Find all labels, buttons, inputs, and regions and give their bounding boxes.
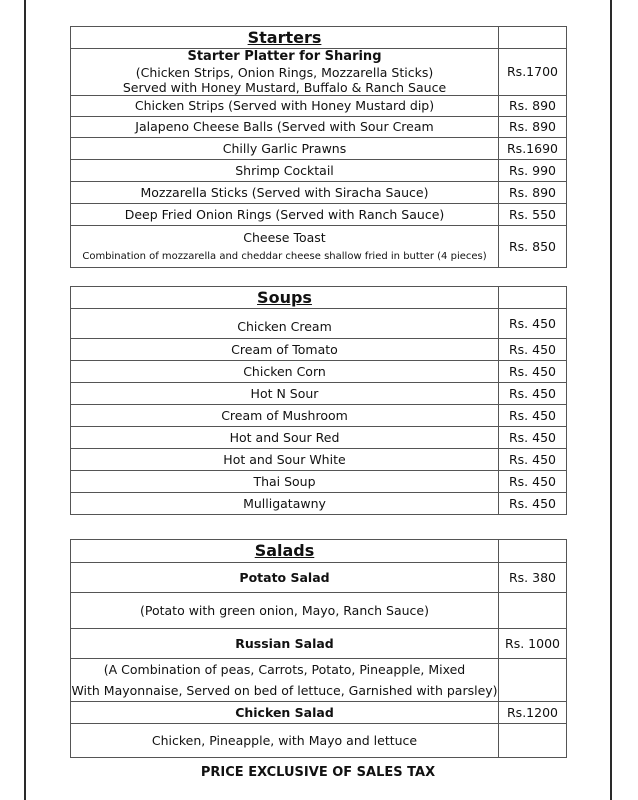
menu-row: [71, 493, 567, 515]
menu-row: [71, 225, 567, 267]
item-price: Rs. 380: [499, 563, 567, 593]
menu-row: [71, 137, 567, 159]
menu-row: [71, 563, 567, 593]
menu-row: [71, 593, 567, 629]
menu-row: [71, 702, 567, 724]
item-description: Combination of mozzarella and cheddar cheese shallow fried in butter (4 pieces): [82, 250, 487, 262]
menu-row: [71, 629, 567, 659]
item-price: Rs. 450: [499, 427, 567, 449]
menu-row: [71, 405, 567, 427]
section-heading-salads: Salads: [71, 540, 499, 563]
item-price: Rs. 890: [499, 95, 567, 116]
item-name: Chicken Cream: [71, 309, 499, 339]
item-price: Rs. 450: [499, 493, 567, 515]
menu-row: [71, 427, 567, 449]
item-description: (Chicken Strips, Onion Rings, Mozzarella Sticks): [135, 64, 434, 80]
item-name: Potato Salad: [71, 563, 499, 593]
item-description: With Mayonnaise, Served on bed of lettuce, Garnished with parsley): [71, 683, 498, 698]
item-name: Shrimp Cocktail: [71, 159, 499, 181]
soups-table: [70, 286, 567, 515]
menu-row: [71, 159, 567, 181]
item-name: Starter Platter for Sharing: [187, 49, 382, 64]
tax-note: PRICE EXCLUSIVE OF SALES TAX: [200, 765, 436, 780]
menu-row: [71, 339, 567, 361]
menu-row: [71, 309, 567, 339]
item-price: Rs. 550: [499, 203, 567, 225]
menu-row: [71, 361, 567, 383]
menu-row: [71, 116, 567, 137]
item-price: Rs.1700: [499, 49, 567, 96]
item-price: Rs. 1000: [499, 629, 567, 659]
item-name: Deep Fried Onion Rings (Served with Ranch Sauce): [71, 203, 499, 225]
salads-table: [70, 539, 567, 758]
section-heading-soups: Soups: [71, 287, 499, 309]
section-heading-starters: Starters: [71, 27, 499, 49]
item-price: Rs. 450: [499, 471, 567, 493]
page-edge-left: [24, 0, 26, 800]
item-price: Rs. 450: [499, 405, 567, 427]
menu-row: [71, 95, 567, 116]
menu-row: [71, 203, 567, 225]
item-name: Hot and Sour Red: [71, 427, 499, 449]
item-price: Rs.1690: [499, 137, 567, 159]
item-description: (Potato with green onion, Mayo, Ranch Sauce): [71, 593, 499, 629]
item-price: Rs.1200: [499, 702, 567, 724]
item-price: Rs. 450: [499, 309, 567, 339]
item-price: Rs. 450: [499, 361, 567, 383]
item-name: Cheese Toast: [243, 229, 326, 245]
item-name: Hot N Sour: [71, 383, 499, 405]
item-price: Rs. 890: [499, 181, 567, 203]
item-price: Rs. 850: [499, 225, 567, 267]
item-price: Rs. 450: [499, 339, 567, 361]
page-edge-right: [610, 0, 612, 800]
menu-row: [71, 383, 567, 405]
starters-table: [70, 26, 567, 268]
item-price: Rs. 450: [499, 449, 567, 471]
item-name: Russian Salad: [71, 629, 499, 659]
item-name: Hot and Sour White: [71, 449, 499, 471]
item-description: Served with Honey Mustard, Buffalo & Ranch Sauce: [122, 79, 447, 95]
item-name: Cream of Tomato: [71, 339, 499, 361]
item-name: Thai Soup: [71, 471, 499, 493]
item-name: Chicken Corn: [71, 361, 499, 383]
item-name: Cream of Mushroom: [71, 405, 499, 427]
item-price: Rs. 450: [499, 383, 567, 405]
menu-row: [71, 449, 567, 471]
item-description: Chicken, Pineapple, with Mayo and lettuce: [71, 724, 499, 758]
item-name: Chilly Garlic Prawns: [71, 137, 499, 159]
item-price: Rs. 990: [499, 159, 567, 181]
item-name: Chicken Strips (Served with Honey Mustard dip): [71, 95, 499, 116]
item-description: (A Combination of peas, Carrots, Potato, Pineapple, Mixed: [103, 662, 466, 677]
item-name: Mozzarella Sticks (Served with Siracha Sauce): [71, 181, 499, 203]
menu-row: [71, 49, 567, 96]
menu-row: [71, 659, 567, 702]
item-name: Mulligatawny: [71, 493, 499, 515]
item-name: Chicken Salad: [71, 702, 499, 724]
menu-row: [71, 724, 567, 758]
item-price: Rs. 890: [499, 116, 567, 137]
menu-row: [71, 181, 567, 203]
menu-row: [71, 471, 567, 493]
item-name: Jalapeno Cheese Balls (Served with Sour Cream: [71, 116, 499, 137]
